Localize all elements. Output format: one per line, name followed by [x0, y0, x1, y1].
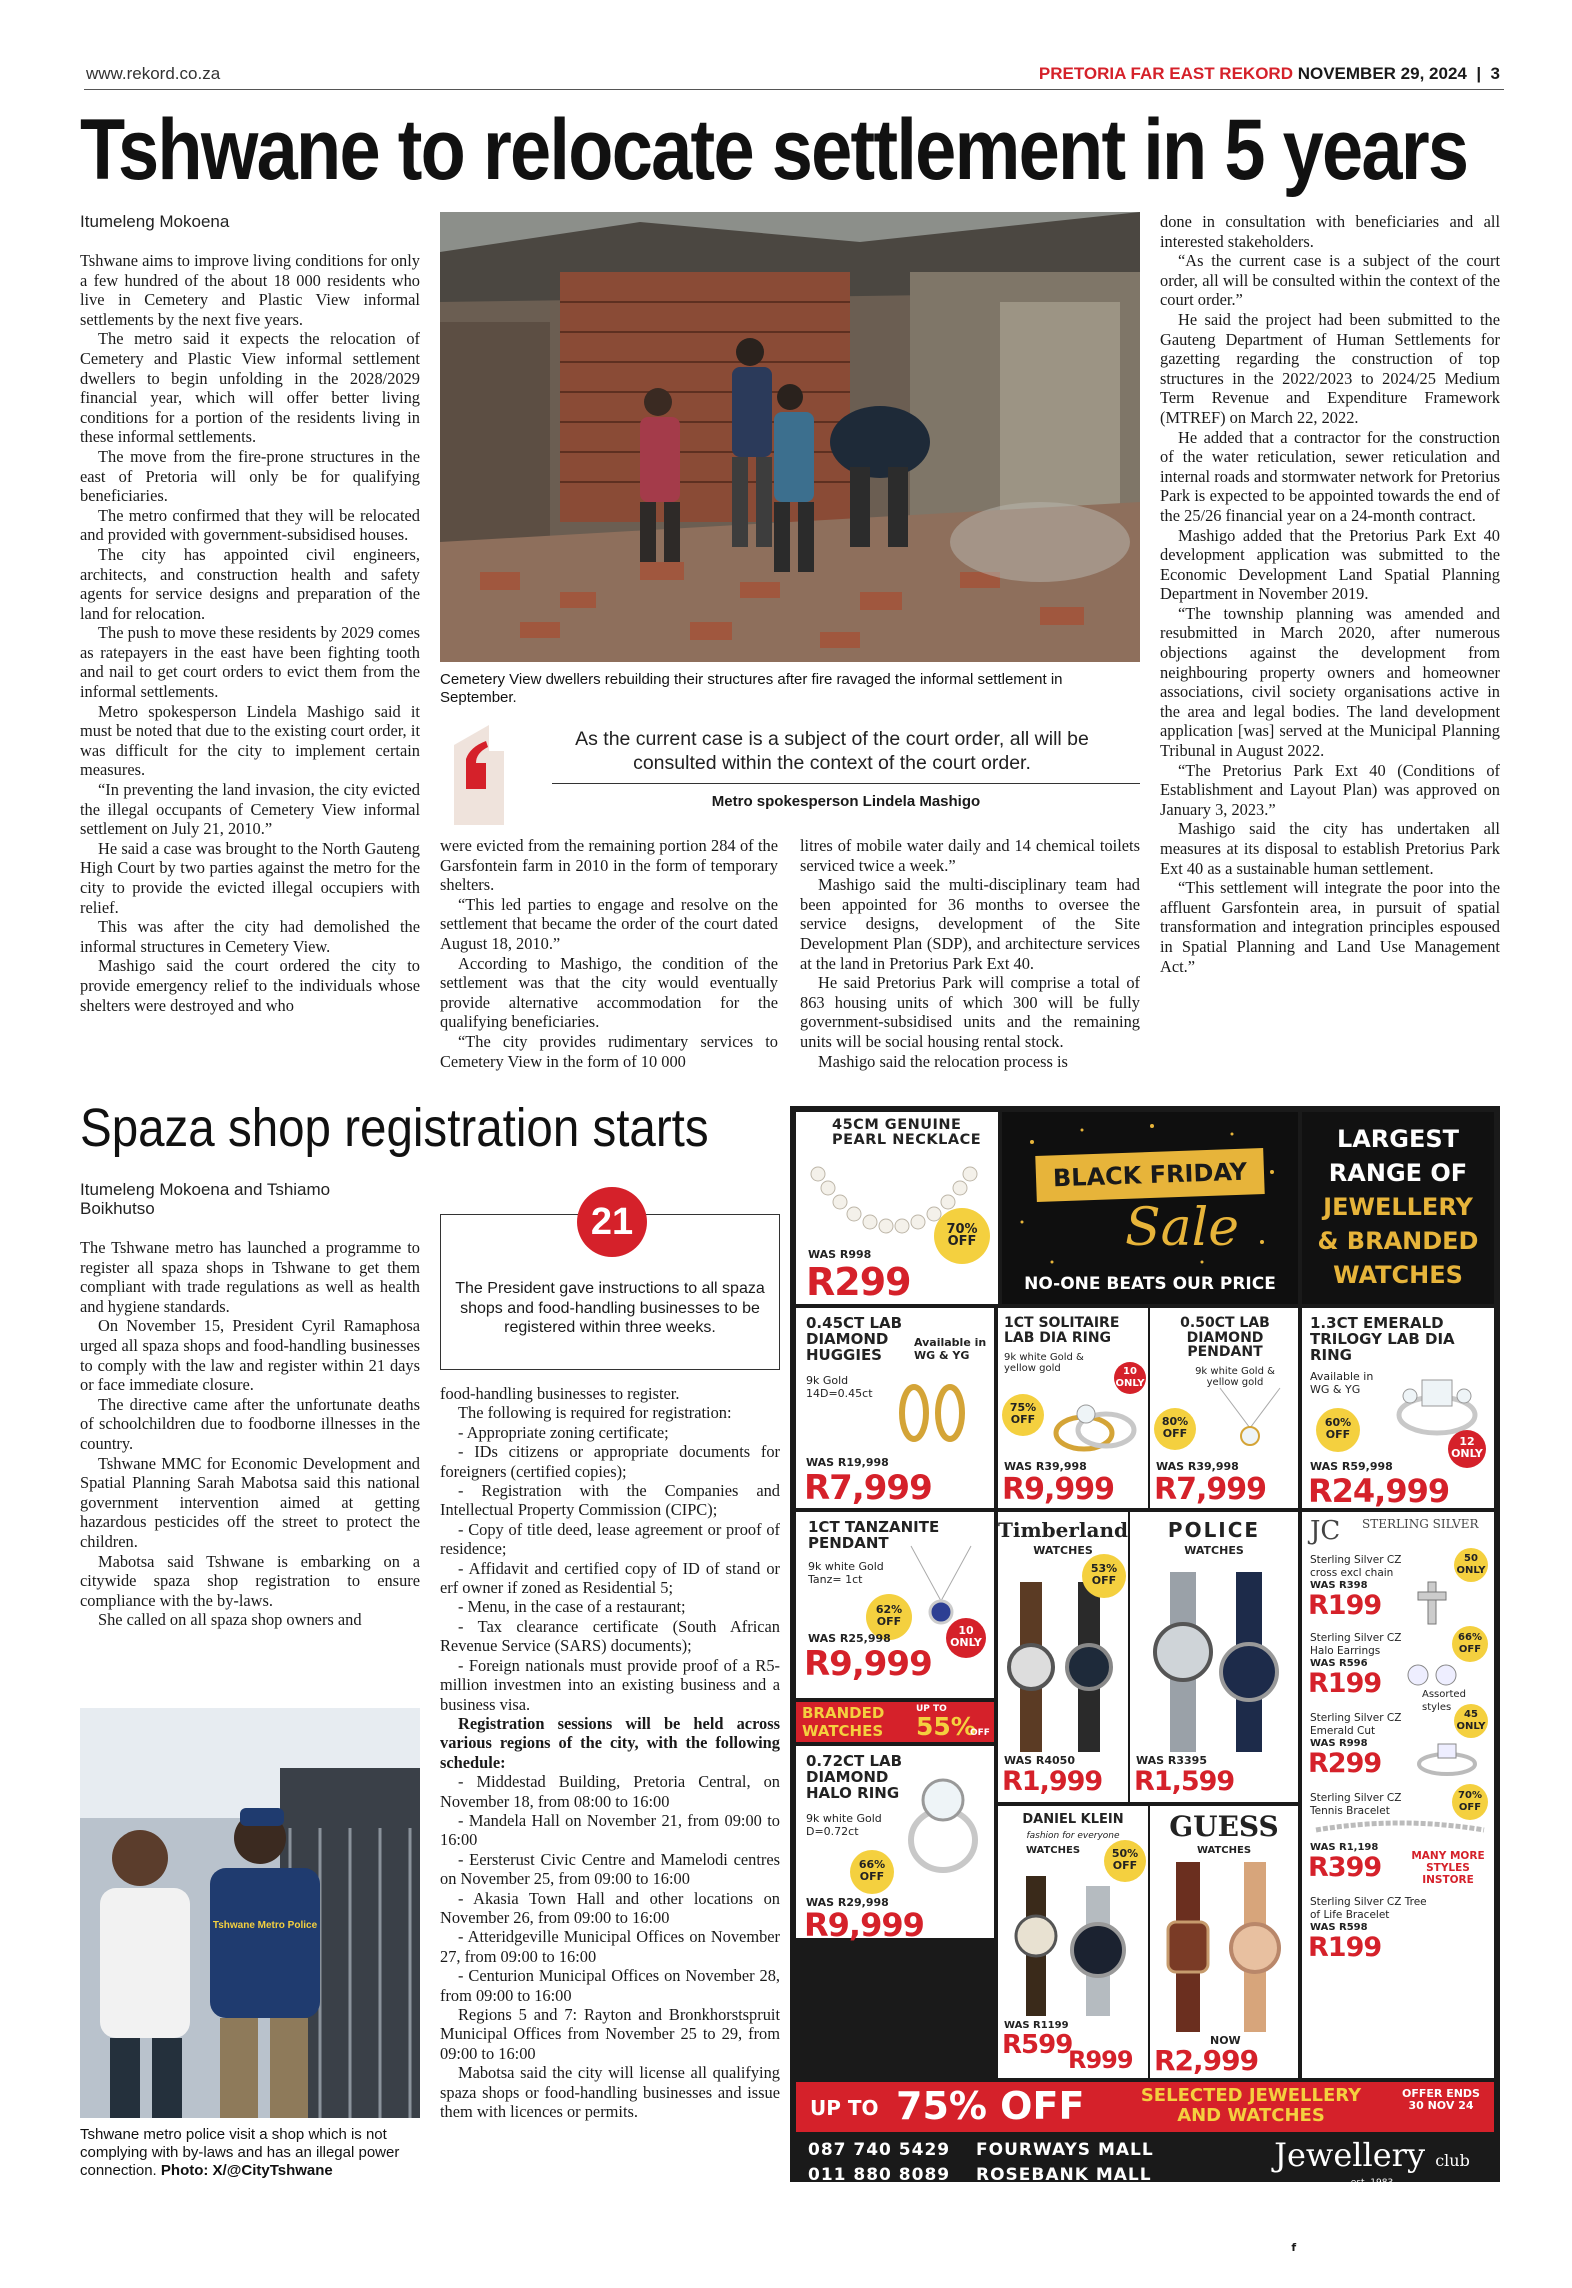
sale-price: R9,999: [804, 1644, 932, 1684]
settlement-photo: [440, 212, 1140, 662]
sale-price-2: R999: [1068, 2046, 1133, 2074]
paragraph: Mashigo said the city has undertaken all measures at its disposal to establish Pretorius Park Ext 40 as a sustainable human settlement.: [1160, 819, 1500, 878]
requirement-item: - Menu, in the case of a restaurant;: [458, 1597, 686, 1617]
sale-price: R599: [1002, 2030, 1073, 2060]
assorted-label: Assorted styles: [1422, 1689, 1466, 1713]
store-row: [808, 2163, 1208, 2188]
ad-tanzanite-pendant[interactable]: [796, 1512, 994, 1698]
ad-solitaire-ring[interactable]: [998, 1308, 1148, 1508]
brand-sub: WATCHES: [1184, 1544, 1244, 1557]
store-row: [808, 2213, 1208, 2238]
store-phone[interactable]: 011 435 1390: [808, 2190, 951, 2210]
watch-icon: [1002, 1866, 1144, 2016]
whatsapp-number[interactable]: 067 217 6594: [1328, 2216, 1434, 2234]
store-mall: SANDTON CITY: [976, 2215, 1131, 2235]
ad-diamond-huggies[interactable]: [796, 1308, 994, 1508]
sale-price: R199: [1308, 1932, 1382, 1963]
paragraph: Tshwane aims to improve living conditions for only a few hundred of the about 18 000 residents who live in Cemetery and Plastic View informal settlements by the next five years.: [80, 251, 420, 329]
discount-badge: 66% OFF: [1452, 1626, 1488, 1662]
branded-percent: 55%: [916, 1712, 976, 1741]
metro-police-photo: [80, 1708, 420, 2118]
was-price: WAS R39,998: [1156, 1460, 1239, 1473]
article1-photo-caption: Cemetery View dwellers rebuilding their structures after fire ravaged the informal settlement in September.: [440, 671, 1063, 706]
paragraph: The metro confirmed that they will be relocated and provided with government-subsidised houses.: [80, 505, 420, 545]
ad-police-watches[interactable]: [1130, 1512, 1298, 1802]
sterling-item-name: Sterling Silver CZ Tennis Bracelet: [1310, 1792, 1402, 1817]
store-mall: FOURWAYS MALL: [976, 2140, 1154, 2160]
fact-number: 21: [577, 1187, 647, 1257]
requirement-item: - Tax clearance certificate (South African Revenue Service (SARS) documents);: [440, 1616, 780, 1656]
largest-line: & BRANDED: [1317, 1227, 1479, 1255]
paragraph: “The Pretorius Park Ext 40 (Conditions of Establishment and Layout Plan) was approved on January 3, 2023.”: [1160, 760, 1500, 819]
was-price: WAS R3395: [1136, 1754, 1207, 1767]
spec: 9k Gold 14D=0.45ct: [806, 1374, 873, 1400]
paragraph: The push to move these residents by 2029 comes as ratepayers in the east have been fighting tooth and nail to get court orders to evict them from the informal settlements.: [80, 623, 420, 702]
paragraph: Mashigo said the relocation process is: [818, 1051, 1068, 1071]
requirement-item: - Foreign nationals must provide proof of a R5-million investmen into an existing business and a business visa.: [440, 1655, 780, 1714]
discount-badge: 66% OFF: [850, 1850, 894, 1894]
paragraph: He said a case was brought to the North Gauteng High Court by two parties against the metro for the city to provide the evicted illegal occupiers with relief.: [80, 838, 420, 917]
brand-logo: POLICE: [1167, 1518, 1261, 1542]
pull-quote-attribution: Metro spokesperson Lindela Mashigo: [711, 793, 981, 810]
website[interactable]: www.jewelleryclub.co.za: [1292, 2194, 1452, 2209]
paragraph: litres of mobile water daily and 14 chemical toilets serviced twice a week.”: [800, 836, 1140, 875]
ad-diamond-pendant[interactable]: [1150, 1308, 1298, 1508]
edition-info: [1039, 64, 1500, 84]
ad-daniel-klein-watches[interactable]: [998, 1806, 1148, 2078]
schedule-item: - Middestad Building, Pretoria Central, on November 18, from 08:00 to 16:00: [440, 1772, 780, 1811]
paragraph: “This led parties to engage and resolve on the settlement that became the order of the court dated August 18, 2010.”: [440, 894, 778, 953]
article1-column-3: [800, 836, 1140, 1094]
brand-logo: GUESS: [1169, 1810, 1279, 1843]
metro-police-illustration: [80, 1708, 420, 2118]
schedule-item: - Centurion Municipal Offices on November 28, from 09:00 to 16:00: [440, 1966, 780, 2005]
availability: Available in WG & YG: [1310, 1370, 1374, 1396]
discount-badge: 70% OFF: [934, 1208, 990, 1264]
logo-name: Jewellery: [1274, 2136, 1426, 2174]
watch-icon: [1156, 1862, 1294, 2032]
paragraph: The move from the fire-prone structures in the east of Pretoria will only be for qualifying beneficiaries.: [80, 446, 420, 506]
brand-sub: WATCHES: [1196, 1845, 1252, 1856]
fact-box: [440, 1201, 780, 1370]
jc-logo: JC: [1310, 1516, 1341, 1546]
brand-sub: WATCHES: [1033, 1544, 1093, 1557]
paragraph: The city has appointed civil engineers, architects, and construction health and safety agents for service designs and preparation of the land for relocation.: [80, 544, 420, 623]
brand-sub: WATCHES: [1025, 1845, 1081, 1856]
paragraph: “In preventing the land invasion, the city evicted the illegal occupants of Cemetery View informal settlement on July 21, 2010.”: [80, 780, 420, 839]
vest-text: Tshwane Metro Police: [212, 1920, 318, 1931]
paragraph: Mashigo said the court ordered the city to provide emergency relief to the individuals whose shelters were destroyed and who: [80, 956, 420, 1015]
photo-credit: Photo: X/@CityTshwane: [160, 2162, 333, 2179]
sale-price: R199: [1308, 1590, 1382, 1621]
was-price: WAS R25,998: [808, 1632, 891, 1645]
logo-club: club: [1435, 2151, 1470, 2170]
facebook-row: [1252, 2240, 1492, 2255]
ad-item-title: 1CT SOLITAIRE LAB DIA RING: [1004, 1315, 1120, 1346]
article1-column-1: [80, 251, 420, 1091]
paragraph: “As the current case is a subject of the court order, all will be consulted within the context of the court order.”: [1160, 251, 1500, 310]
selected-items-text: SELECTED JEWELLERY AND WATCHES: [1140, 2085, 1362, 2126]
publication-name: PRETORIA FAR EAST REKORD: [1038, 64, 1293, 83]
ad-item-title: 0.50CT LAB DIAMOND PENDANT: [1180, 1315, 1270, 1361]
halo-ring-icon: [896, 1760, 990, 1880]
whatsapp-row: [1252, 2216, 1492, 2234]
discount-badge: 50% OFF: [1104, 1840, 1146, 1882]
branded-off: OFF: [970, 1728, 990, 1738]
spaza-headline: Spaza shop registration starts: [80, 1098, 709, 1158]
only-badge: 50 ONLY: [1454, 1548, 1488, 1582]
largest-line: LARGEST: [1336, 1125, 1460, 1153]
paragraph: She called on all spaza shop owners and: [98, 1610, 362, 1630]
store-mall: GREENSTONE: [976, 2190, 1115, 2210]
quote-mark-icon: [444, 725, 514, 825]
spec: 9k white Gold & yellow gold: [1195, 1366, 1275, 1388]
offer-ends: OFFER ENDS 30 NOV 24: [1402, 2087, 1480, 2112]
main-headline: Tshwane to relocate settlement in 5 years: [80, 102, 1468, 198]
was-price: WAS R39,998: [1004, 1460, 1087, 1473]
sale-price: R1,999: [1002, 1766, 1103, 1797]
earrings-icon: [1402, 1660, 1462, 1690]
store-phone[interactable]: 011 826 2610: [808, 2265, 951, 2285]
ad-item-title: 1CT TANZANITE PENDANT: [808, 1518, 940, 1552]
sale-price: R1,599: [1134, 1766, 1235, 1797]
sterling-item-name: Sterling Silver CZ Halo Earrings: [1310, 1632, 1402, 1657]
store-mall: EAST RAND MALL: [976, 2265, 1157, 2285]
ad-item-title: 0.45CT LAB DIAMOND HUGGIES: [806, 1314, 903, 1364]
upto-label: UP TO: [916, 1704, 947, 1714]
sale-price: R299: [1308, 1748, 1382, 1779]
requirement-item: - Affidavit and certified copy of ID of stand or erf owner if zoned as Residential 5;: [440, 1558, 780, 1598]
store-mall: CENTURION MALL: [976, 2240, 1160, 2260]
many-more-styles: MANY MORE STYLES INSTORE: [1411, 1850, 1485, 1886]
sale-price: R9,999: [1002, 1472, 1114, 1507]
ad-timberland-watches[interactable]: [998, 1512, 1128, 1802]
logo-est: est. 1983: [1350, 2178, 1394, 2188]
settlement-photo-illustration: [440, 212, 1140, 662]
article1-column-4: [1160, 212, 1500, 1094]
article2-column-2: [440, 1384, 780, 2182]
paragraph: Mabotsa said Tshwane is embarking on a citywide spaza shop registration to ensure compliance with the by-laws.: [80, 1551, 420, 1610]
ad-emerald-trilogy-ring[interactable]: [1302, 1308, 1494, 1508]
sale-price: R24,999: [1308, 1472, 1450, 1510]
page-header: [84, 62, 1504, 90]
was-price: WAS R4050: [1004, 1754, 1075, 1767]
paragraph: Mabotsa said the city will license all qualifying spaza shops or food-handling businesses and issue them with licences or permits.: [440, 2063, 780, 2122]
watch-icon: [1002, 1582, 1124, 1752]
was-price: WAS R598: [1310, 1922, 1368, 1933]
schedule-heading: [440, 1714, 780, 1772]
upto-label: UP TO: [810, 2096, 879, 2120]
sale-price: R9,999: [804, 1906, 924, 1944]
paragraph: The directive came after the unfortunate deaths of schoolchildren due to foodborne illnesses in the country.: [80, 1394, 420, 1453]
sale-price: R7,999: [804, 1468, 932, 1508]
ad-item-title: 0.72CT LAB DIAMOND HALO RING: [806, 1752, 903, 1802]
black-friday-label: BLACK FRIDAY: [1035, 1148, 1264, 1202]
ad-upto-75-banner: [796, 2082, 1494, 2132]
header-separator: |: [1476, 64, 1482, 83]
paragraph: Mashigo said the multi-disciplinary team had been appointed for 36 months to oversee the service designs, development of the Site Development Plan (SDP), and architecture services at the land in Pretorius Park Ext 40.: [800, 875, 1140, 973]
ring-icon: [1412, 1738, 1482, 1778]
spec: 9k white Gold Tanz= 1ct: [808, 1560, 884, 1586]
ad-pearl-necklace[interactable]: [796, 1112, 998, 1304]
only-badge: 45 ONLY: [1454, 1704, 1488, 1738]
article1-column-2: [440, 836, 778, 1094]
paragraph: were evicted from the remaining portion 284 of the Garsfontein farm in 2010 in the form of temporary shelters.: [440, 836, 778, 895]
was-price: WAS R398: [1310, 1580, 1368, 1591]
paragraph: Tshwane MMC for Economic Development and Spatial Planning Sarah Mabotsa said this national government intervention aimed at getting hazardous pesticides off the street to protect the children.: [80, 1453, 420, 1551]
paragraph: Mashigo added that the Pretorius Park Ext 40 development application was submitted to the Economic Development Land Spatial Planning Department in November 2019.: [1160, 525, 1500, 604]
sale-price: R299: [806, 1260, 911, 1304]
discount-badge: 70% OFF: [1452, 1784, 1488, 1820]
article2-column-1: [80, 1238, 420, 1698]
paragraph: Metro spokesperson Lindela Mashigo said it must be noted that due to the existing court order, it was difficult for the city to implement certain measures.: [80, 701, 420, 780]
spec: 9k white Gold D=0.72ct: [806, 1812, 882, 1838]
jewellery-club-advert[interactable]: [790, 1106, 1500, 2285]
schedule-item: - Akasia Town Hall and other locations on November 26, from 09:00 to 16:00: [440, 1888, 780, 1927]
discount-badge: 62% OFF: [866, 1594, 912, 1640]
byline-line: Itumeleng Mokoena and Tshiamo: [80, 1180, 331, 1199]
pull-quote-rule: [552, 783, 1140, 784]
was-price: WAS R596: [1310, 1658, 1368, 1669]
paragraph: “This settlement will integrate the poor into the affluent Garsfontein area, in pursuit of spatial transformation and integration principles espoused in Spatial Planning and Land Use Management Act.”: [1160, 878, 1500, 976]
site-url[interactable]: www.rekord.co.za: [86, 64, 221, 83]
paragraph: The Tshwane metro has launched a programme to register all spaza shops in Tshwane to get them compliant with trade regulations as well as health and hygiene standards.: [80, 1238, 420, 1316]
paragraph: The following is required for registration:: [458, 1403, 732, 1423]
tennis-bracelet-icon: [1312, 1820, 1488, 1840]
largest-line: RANGE OF: [1328, 1159, 1468, 1187]
was-price: WAS R1,198: [1310, 1842, 1379, 1853]
store-phone[interactable]: 087 740 5429: [808, 2140, 951, 2160]
upto-percent: 75% OFF: [896, 2084, 1085, 2128]
ad-black-friday-banner: [1002, 1112, 1298, 1304]
store-mall: ROSEBANK MALL: [976, 2165, 1152, 2185]
fact-text: The President gave instructions to all spaza shops and food-handling businesses to be registered within three weeks.: [455, 1280, 765, 1336]
store-phone[interactable]: 011 880 8089: [808, 2165, 951, 2185]
ad-halo-ring[interactable]: [796, 1746, 994, 1944]
paragraph: According to Mashigo, the condition of the settlement was that the city would eventually provide alternative accommodation for the qualifying beneficiaries.: [440, 953, 778, 1032]
schedule-item: Regions 5 and 7: Rayton and Bronkhorstspruit Municipal Offices from November 25 to 29, from 09:00 to 16:00: [440, 2005, 780, 2063]
emerald-ring-icon: [1382, 1360, 1492, 1440]
discount-badge: 53% OFF: [1082, 1554, 1126, 1598]
brand-logo: Timberland: [998, 1518, 1128, 1542]
store-row: [808, 2188, 1208, 2213]
ring-icon: [1044, 1388, 1144, 1458]
store-row: [808, 2263, 1208, 2288]
ad-item-title: 1.3CT EMERALD TRILOGY LAB DIA RING: [1310, 1314, 1455, 1364]
was-price: WAS R998: [808, 1248, 872, 1261]
requirement-item: - Appropriate zoning certificate;: [458, 1422, 669, 1442]
issue-date: NOVEMBER 29, 2024: [1297, 64, 1467, 83]
logo-wordmark: [1252, 2136, 1492, 2174]
branded-watches-text: BRANDED WATCHES: [802, 1704, 885, 1740]
sale-price: R7,999: [1154, 1472, 1266, 1507]
paragraph: He added that a contractor for the construction of the water reticulation, sewer reticulation and internal roads and stormwater network for Pretorius Park is expected to be appointed towards the end of the 25/26 financial year on a 24-month contract.: [1160, 427, 1500, 525]
sterling-item-name: Sterling Silver CZ Emerald Cut: [1310, 1712, 1402, 1737]
sterling-item-name: Sterling Silver CZ Tree of Life Bracelet: [1310, 1896, 1427, 1921]
discount-badge: 75% OFF: [1002, 1394, 1044, 1436]
facebook-handle[interactable]: Jewelleryclub_southafrica: [1304, 2240, 1458, 2254]
terms: T&C APPLY E&OE ITEM IMAGES MAY VARY SLIGHTLY TO ACTUAL ITEM: [1273, 2260, 1471, 2282]
store-phone[interactable]: 012 663 2477: [808, 2240, 951, 2260]
requirement-item: - Copy of title deed, lease agreement or proof of residence;: [440, 1519, 780, 1559]
facebook-icon: f: [1287, 2241, 1301, 2255]
store-phone[interactable]: 011 783 5666: [808, 2215, 951, 2235]
discount-badge: 80% OFF: [1154, 1408, 1196, 1450]
article1-byline: Itumeleng Mokoena: [80, 212, 230, 231]
paragraph: “The city provides rudimentary services to Cemetery View in the form of 10 000: [440, 1031, 778, 1071]
store-row: [808, 2238, 1208, 2263]
article2-photo-caption: [80, 2126, 425, 2180]
sterling-item-name: Sterling Silver CZ cross excl chain: [1310, 1554, 1402, 1579]
store-row: [808, 2138, 1208, 2163]
largest-line: WATCHES: [1333, 1261, 1463, 1289]
schedule-item: - Eersterust Civic Centre and Mamelodi centres on November 25, from 09:00 to 16:00: [440, 1849, 780, 1889]
requirement-item: - IDs citizens or appropriate documents for foreigners (certified copies);: [440, 1442, 780, 1481]
tagline: NO-ONE BEATS OUR PRICE: [1024, 1274, 1276, 1294]
cross-pendant-icon: [1412, 1578, 1452, 1628]
ad-item-title: 45CM GENUINE PEARL NECKLACE: [832, 1117, 982, 1149]
pull-quote-text: As the current case is a subject of the court order, all will be consulted within the context of the court order.: [575, 728, 1089, 774]
largest-range-text: [1302, 1122, 1494, 1292]
spec: 9k white Gold & yellow gold: [1004, 1352, 1084, 1374]
sale-price: R199: [1308, 1668, 1382, 1699]
article2-byline: [80, 1180, 330, 1218]
store-list: [808, 2138, 1208, 2288]
paragraph: “The township planning was amended and resubmitted in March 2020, after numerous objections against the development from neighbouring property owners and homeowner associations, civil society organisations active in the area and legal bodies. The land development application [was] served at the Municipal Planning Tribunal in August 2022.: [1160, 603, 1500, 761]
was-price: WAS R1199: [1004, 2020, 1069, 2031]
was-price: WAS R998: [1310, 1738, 1368, 1749]
paragraph: He said Pretorius Park will comprise a total of 863 housing units of which 300 will be fully government-subsidised units and the remaining units will be social housing rental stock.: [800, 973, 1140, 1051]
paragraph: This was after the city had demolished the informal structures in Cemetery View.: [80, 917, 420, 956]
paragraph: On November 15, President Cyril Ramaphosa urged all spaza shops and food-handling businesses to comply with the law and register within 21 days or face immediate closure.: [80, 1316, 420, 1395]
sale-price: R399: [1308, 1852, 1382, 1883]
ad-largest-range: [1302, 1112, 1494, 1304]
sale-script: Sale: [1124, 1198, 1240, 1258]
only-badge: 12 ONLY: [1448, 1430, 1486, 1468]
was-price: WAS R29,998: [806, 1896, 889, 1909]
schedule-item: - Atteridgeville Municipal Offices on November 27, from 09:00 to 16:00: [440, 1927, 780, 1966]
whatsapp-icon: ◎: [1310, 2216, 1324, 2234]
ad-branded-watches-banner: [796, 1702, 994, 1742]
sale-price: R2,999: [1154, 2044, 1259, 2077]
earring-icon: [892, 1378, 972, 1448]
was-price: WAS R59,998: [1310, 1460, 1393, 1473]
paragraph: done in consultation with beneficiaries and all interested stakeholders.: [1160, 212, 1500, 251]
byline-line: Boikhutso: [80, 1199, 155, 1218]
only-badge: 10 ONLY: [946, 1618, 986, 1658]
schedule-heading-text: Registration sessions will be held across various regions of the city, with the following schedule:: [440, 1713, 780, 1772]
now-label: NOW: [1210, 2034, 1241, 2047]
jc-sub: STERLING SILVER: [1362, 1517, 1479, 1531]
discount-badge: 60% OFF: [1316, 1408, 1360, 1452]
caption-text: Tshwane metro police visit a shop which is not complying with by-laws and has an illegal power connection.: [80, 2126, 400, 2179]
paragraph: The metro said it expects the relocation of Cemetery and Plastic View informal settlement dwellers to begin unfolding in the 2028/2029 financial year, which will offer better living conditions for a portion of the residents living in these informal settlements.: [80, 329, 420, 447]
availability: Available in WG & YG: [914, 1336, 987, 1362]
watch-icon: [1140, 1572, 1290, 1752]
ad-guess-watches[interactable]: [1150, 1806, 1298, 2078]
pull-quote: [440, 725, 1140, 825]
brand-logo: DANIEL KLEIN: [1022, 1812, 1124, 1827]
requirement-item: - Registration with the Companies and Intellectual Property Commission (CIPC);: [440, 1481, 780, 1520]
only-badge: 10 ONLY: [1114, 1362, 1146, 1394]
ad-sterling-silver[interactable]: [1302, 1512, 1494, 2078]
largest-line: JEWELLERY: [1323, 1193, 1473, 1221]
paragraph: He said the project had been submitted to the Gauteng Department of Human Settlements for gazetting regarding the construction of top structures in the 2022/2023 to 2024/25 Medium Term Revenue and Expenditure Framework (MTREF) on March 22, 2022.: [1160, 309, 1500, 427]
pendant-icon: [1210, 1388, 1290, 1458]
was-price: WAS R19,998: [806, 1456, 889, 1469]
page-number: 3: [1490, 64, 1500, 83]
brand-tagline: fashion for everyone: [1026, 1831, 1120, 1841]
paragraph: food-handling businesses to register.: [440, 1384, 680, 1403]
schedule-item: - Mandela Hall on November 21, from 09:00 to 16:00: [440, 1810, 780, 1850]
